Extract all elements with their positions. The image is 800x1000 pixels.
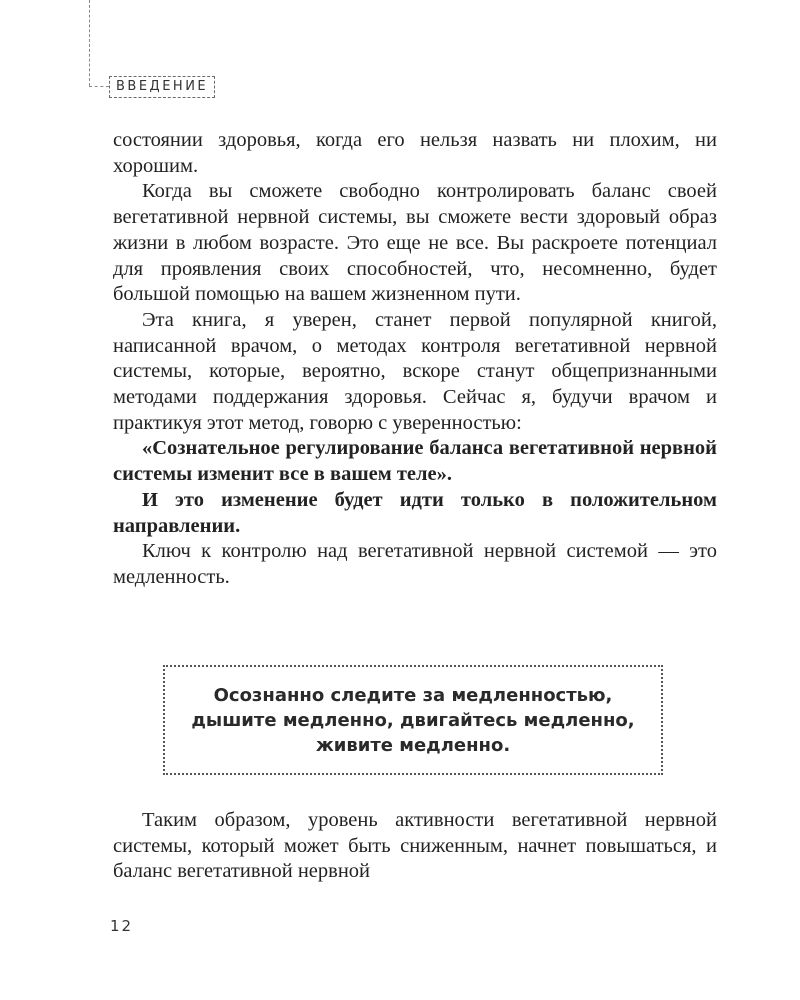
callout-line: дышите медленно, двигайтесь медленно, — [191, 709, 635, 731]
section-label: ВВЕДЕНИЕ — [109, 76, 215, 98]
paragraph: Эта книга, я уверен, станет первой популярной книгой, написанной врачом, о методах контроля вегетативной нервной системы, которые, вероятно, вскоре станут общепризнанными методами поддержания здоровья. Сейчас я, будучи врачом и практикуя этот метод, говорю с уверенностью: — [113, 308, 717, 434]
callout-line: живите медленно. — [315, 734, 511, 756]
page-number: 12 — [110, 917, 134, 935]
quote-paragraph: «Сознательное регулирование баланса вегетативной нервной системы изменит все в вашем теле». — [113, 437, 717, 486]
callout-box — [163, 665, 663, 775]
paragraph: состоянии здоровья, когда его нельзя назвать ни плохим, ни хорошим. — [113, 129, 717, 177]
margin-guide-vertical — [89, 0, 90, 86]
body-text-bottom — [113, 808, 717, 885]
margin-guide-horizontal — [89, 86, 109, 87]
body-text-top — [113, 128, 717, 591]
paragraph: Таким образом, уровень активности вегетативной нервной системы, который может быть сниженным, начнет повышаться, и баланс вегетативной нервной — [113, 809, 717, 883]
paragraph: Ключ к контролю над вегетативной нервной системой — это медленность. — [113, 540, 717, 588]
emphasis-paragraph: И это изменение будет идти только в положительном направлении. — [113, 488, 717, 537]
callout-line: Осознанно следите за медленностью, — [213, 684, 613, 706]
paragraph: Когда вы сможете свободно контролировать баланс своей вегетативной нервной системы, вы сможете вести здоровый образ жизни в любом возрасте. Это еще не все. Вы раскроете потенциал для проявления своих способностей, что, несомненно, будет большой помощью на вашем жизненном пути. — [113, 180, 717, 306]
